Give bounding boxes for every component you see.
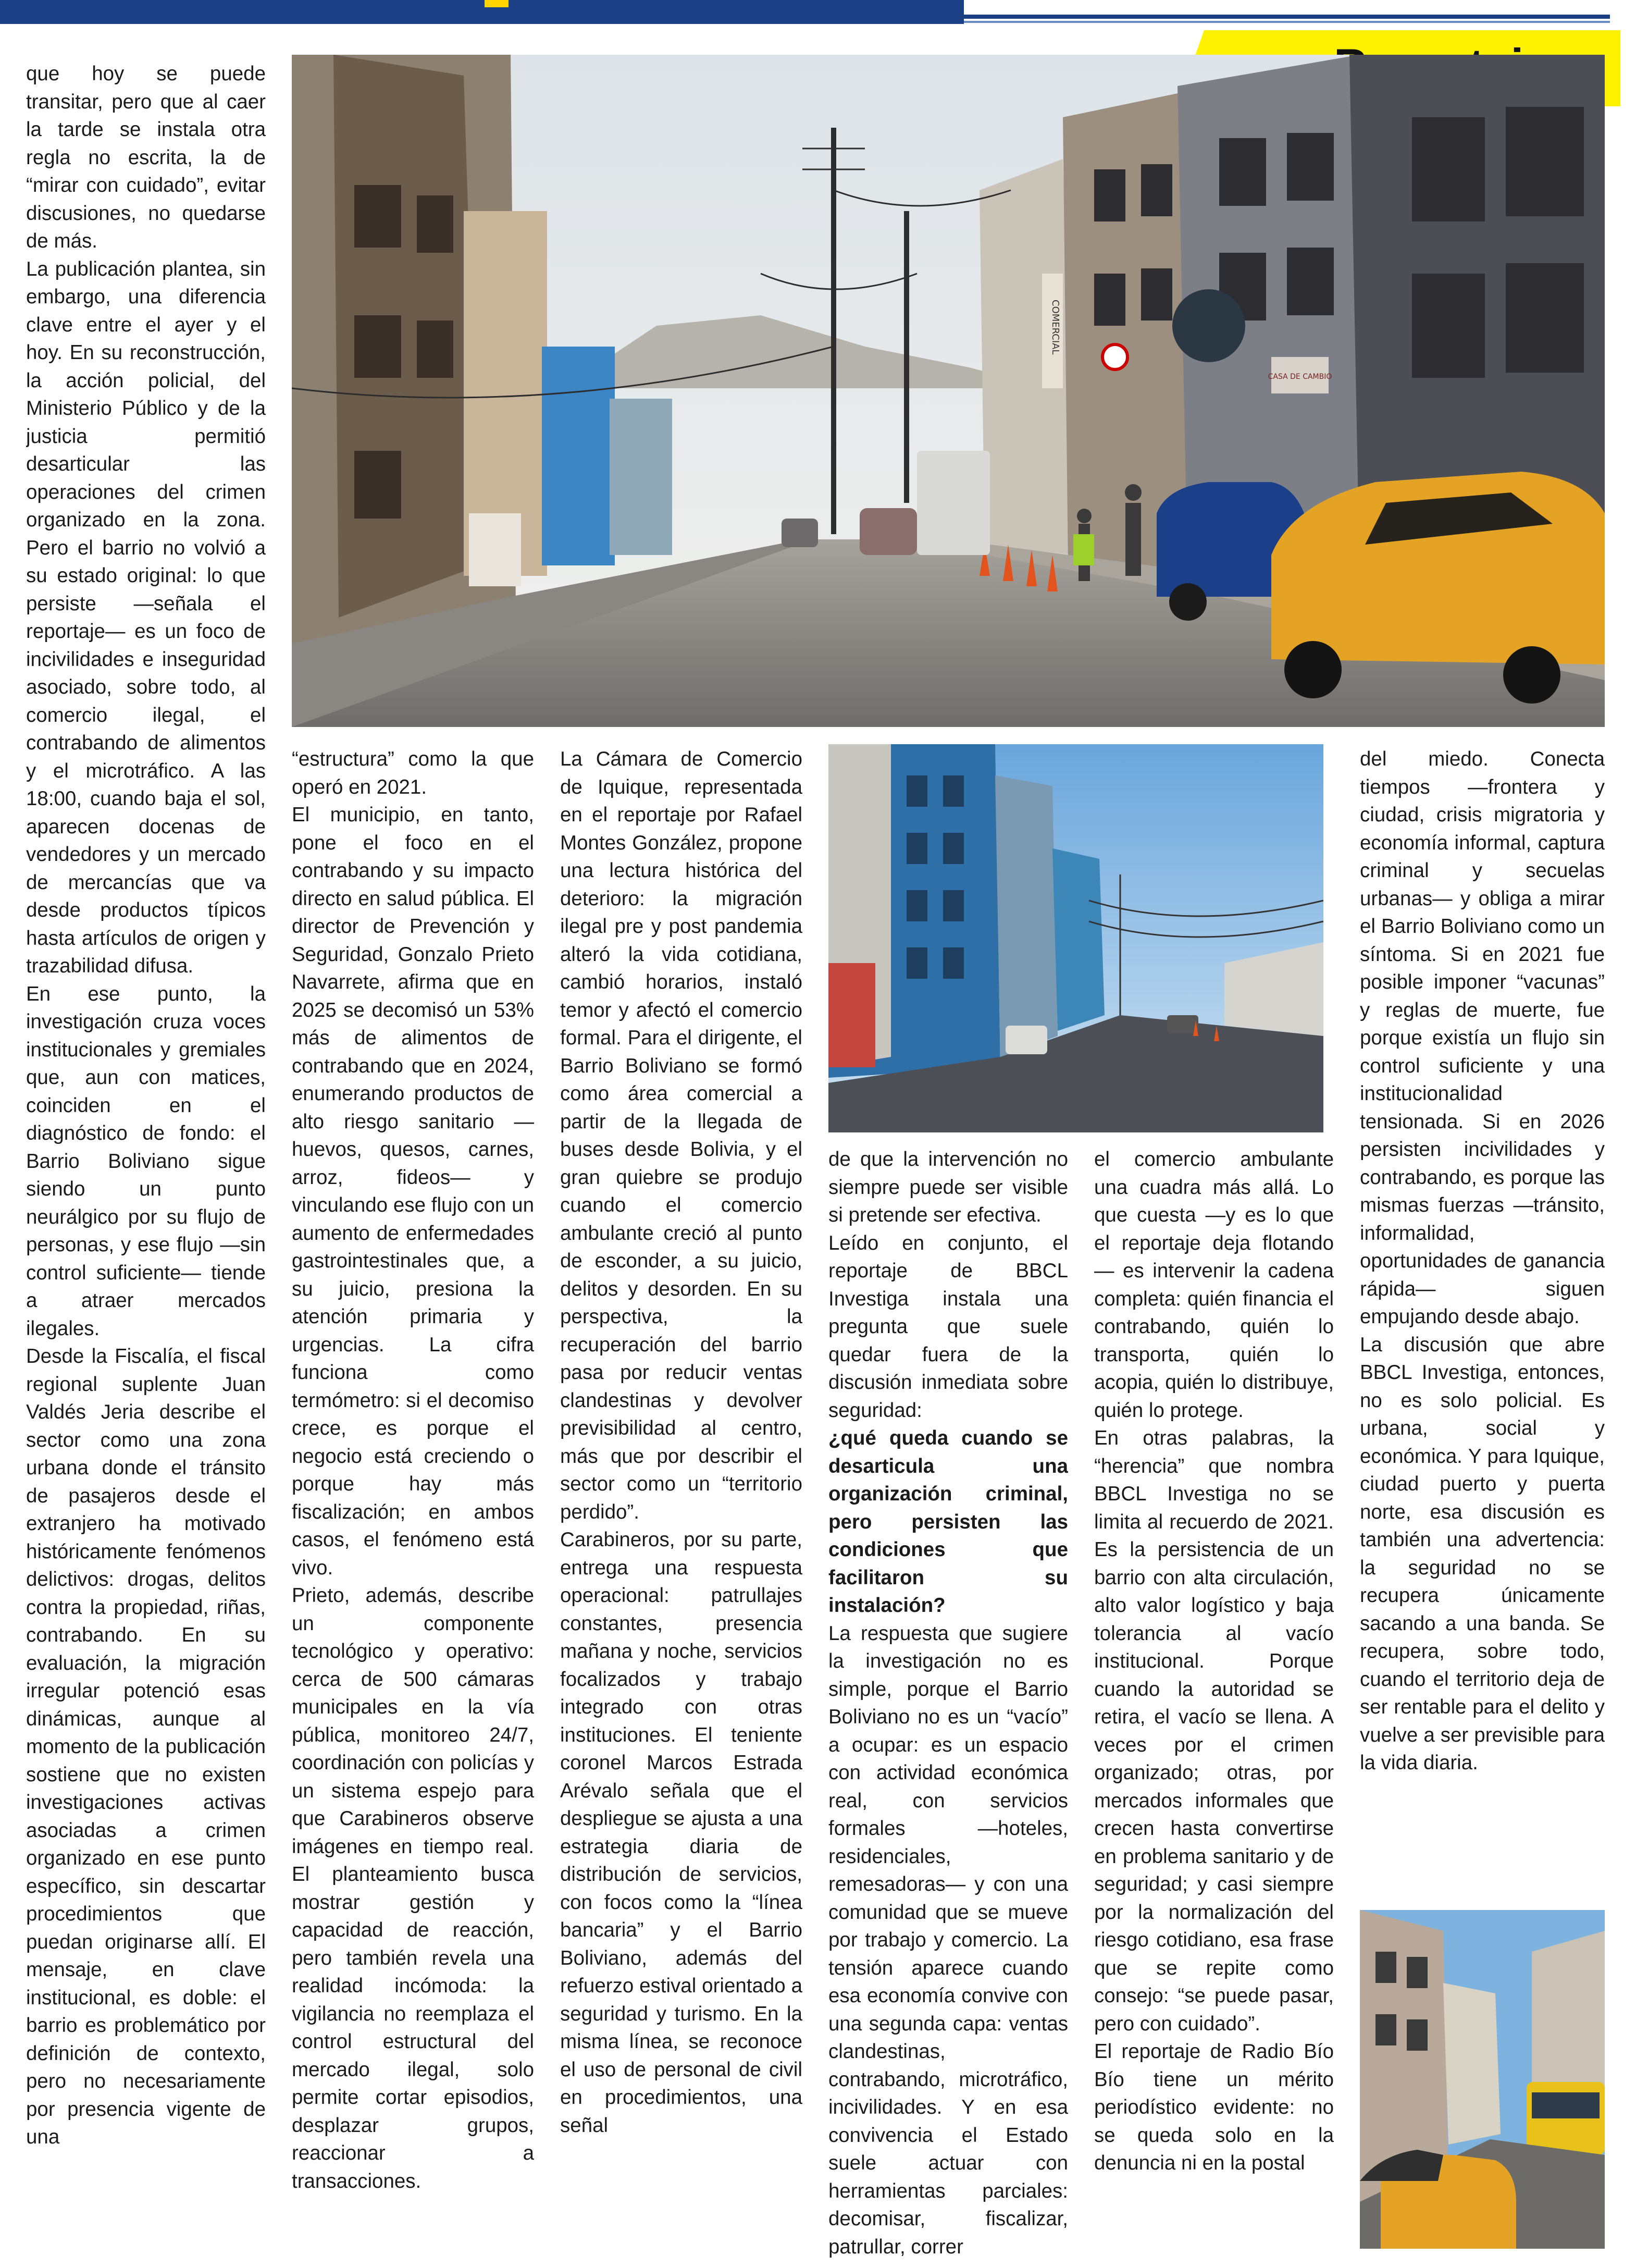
header-accent [485,0,509,7]
col1-para-3: En ese punto, la investigación cruza voces institucionales y gremiales que, aun con matices, coinciden en el diagnóstico de fondo: el Barrio Boliviano sigue siendo un punto neurálgico por su flujo de personas, y ese flujo —sin control suficiente— tiende a atraer mercados ilegales. [26,982,266,1340]
blue-building-photo [828,744,1323,1132]
col5-para-2: En otras palabras, la “herencia” que nombra BBCL Investiga no se limita al recuerdo de 2021. Es la persistencia de un barrio con alta circulación, alto valor logístico y baja tolerancia al vacío institucional. Porque cuando la autoridad se retira, el vacío se llena. A veces por el crimen organizado; otras, por mercados informales que crecen hasta convertirse en problema sanitario y de seguridad; y casi siempre por la normalización del riesgo cotidiano, esa frase que se repite como consejo: “se puede pasar, pero con cuidado”. [1094,1427,1334,2035]
article-column-5 [1094,1145,1334,2258]
header-rule-thin [964,21,1610,23]
col3-para-2: Carabineros, por su parte, entrega una respuesta operacional: patrullajes constantes, presencia mañana y noche, servicios focalizados y trabajo integrado con otras instituciones. El teniente coronel Marcos Estrada Arévalo señala que el despliegue se ajusta a una estrategia diaria de distribución de servicios, con focos como la “línea bancaria” y el Barrio Boliviano, además del refuerzo estival orientado a seguridad y turismo. En la misma línea, se reconoce el uso de personal de civil en procedimientos, una señal [560,1529,802,2137]
col4-key-question: ¿qué queda cuando se desarticula una organización criminal, pero persisten las condiciones que facilitaron su instalación? [828,1427,1068,1617]
article-column-1 [26,60,266,2257]
article-column-6 [1360,745,1605,1866]
bus-street-photo [1360,1910,1605,2249]
header-band [0,0,964,24]
header-rule [964,15,1610,19]
casa-de-cambio-sign: CASA DE CAMBIO [1268,373,1332,381]
col2-para-2: El municipio, en tanto, pone el foco en el contrabando y su impacto directo en salud pública. El director de Prevención y Seguridad, Gonzalo Prieto Navarrete, afirma que en 2025 se decomisó un 53% más de alimentos de contrabando que en 2024, enumerando productos de alto riesgo sanitario —huevos, quesos, carnes, arroz, fideos— y vinculando ese flujo con un aumento de enfermedades gastrointestinales que, a su juicio, presiona la atención primaria y urgencias. La cifra funciona como termómetro: si el decomiso crece, es porque el negocio está creciendo o porque hay más fiscalización; en ambos casos, el fenómeno está vivo. [292,804,534,1579]
col5-para-3: El reportaje de Radio Bío Bío tiene un mérito periodístico evidente: no se queda solo en la denuncia ni en la postal [1094,2040,1334,2174]
col4-para-2: Leído en conjunto, el reportaje de BBCL Investiga instala una pregunta que suele quedar fuera de la discusión inmediata sobre seguridad: [828,1231,1068,1422]
col1-para-4: Desde la Fiscalía, el fiscal regional suplente Juan Valdés Jeria describe el sector como una zona urbana donde el tránsito de pasajeros desde el extranjero ha motivado históricamente fenómenos delictivos: drogas, delitos contra la propiedad, riñas, contrabando. En su evaluación, la migración irregular potenció esas dinámicas, aunque al momento de la publicación sostiene que no existen investigaciones activas asociadas a crimen organizado en ese punto específico, sin descartar procedimientos que puedan originarse allí. El mensaje, en clave institucional, es doble: el barrio es problemático por definición de contexto, pero no necesariamente por presencia vigente de una [26,1345,266,2148]
col1-para-2: La publicación plantea, sin embargo, una diferencia clave entre el ayer y el hoy. En su reconstrucción, la acción policial, del Ministerio Público y de la justicia permitió desarticular las operaciones del crimen organizado en la zona. Pero el barrio no volvió a su estado original: lo que persiste —señala el reportaje— es un foco de incivilidades e inseguridad asociado, sobre todo, al comercio ilegal, el contrabando de alimentos y el microtráfico. A las 18:00, cuando baja el sol, aparecen docenas de vendedores y un mercado de mercancías que va desde productos típicos hasta artículos de origen y trazabilidad difusa. [26,257,266,977]
col3-para-1: La Cámara de Comercio de Iquique, representada en el reportaje por Rafael Montes González, propone una lectura histórica del deterioro: la migración ilegal pre y post pandemia alteró la vida cotidiana, cambió horarios, instaló temor y afectó el comercio formal. Para el dirigente, el Barrio Boliviano se formó como área comercial a partir de la llegada de buses desde Bolivia, y el gran quiebre se produjo cuando el comercio ambulante creció al punto de esconder, a su juicio, delitos y desorden. En su perspectiva, la recuperación del barrio pasa por reducir ventas clandestinas y devolver previsibilidad al centro, más que por describir el sector como un “territorio perdido”. [560,748,802,1523]
main-street-photo [292,55,1605,727]
comercial-sign: COMERCIAL [1050,300,1061,355]
col5-para-1: el comercio ambulante una cuadra más allá. Lo que cuesta —y es lo que el reportaje deja flotando— es intervenir la cadena completa: quién financia el contrabando, quién lo transporta, quién lo acopia, quién lo distribuye, quién lo protege. [1094,1148,1334,1422]
col4-para-3: La respuesta que sugiere la investigación no es simple, porque el Barrio Boliviano no es un “vacío” a ocupar: es un espacio con actividad económica real, con servicios formales —hoteles, residenciales, remesadoras— y con una comunidad que se mueve por trabajo y comercio. La tensión aparece cuando esa economía convive con una segunda capa: ventas clandestinas, contrabando, microtráfico, incivilidades. Y en esa convivencia el Estado suele actuar con herramientas parciales: decomisar, fiscalizar, patrullar, correr [828,1622,1068,2258]
col2-para-1: “estructura” como la que operó en 2021. [292,748,534,798]
article-column-2 [292,745,534,2257]
col2-para-3: Prieto, además, describe un componente tecnológico y operativo: cerca de 500 cámaras municipales en la vía pública, monitoreo 24/7, coordinación con policías y un sistema espejo para que Carabineros observe imágenes en tiempo real. El planteamiento busca mostrar gestión y capacidad de reacción, pero también revela una realidad incómoda: la vigilancia no reemplaza el control estructural del mercado ilegal, solo permite cortar episodios, desplazar grupos, reaccionar a transacciones. [292,1584,534,2192]
article-column-3 [560,745,802,2257]
col6-para-1: del miedo. Conecta tiempos —frontera y ciudad, crisis migratoria y economía informal, captura criminal y secuelas urbanas— y obliga a mirar el Barrio Boliviano como un síntoma. Si en 2021 fue posible imponer “vacunas” y reglas de muerte, fue porque existía un flujo sin control suficiente y una institucionalidad tensionada. Si en 2026 persisten incivilidades y contrabando, es porque las mismas fuerzas —tránsito, informalidad, oportunidades de ganancia rápida— siguen empujando desde abajo. [1360,748,1605,1328]
col1-para-1: que hoy se puede transitar, pero que al caer la tarde se instala otra regla no escrita, la de “mirar con cuidado”, evitar discusiones, no quedarse de más. [26,63,266,252]
article-column-4 [828,1145,1068,2258]
col6-para-2: La discusión que abre BBCL Investiga, entonces, no es solo policial. Es urbana, social y económica. Y para Iquique, ciudad puerto y puerta norte, esa discusión es también una advertencia: la seguridad no se recupera únicamente sacando a una banda. Se recupera, sobre todo, cuando el territorio deja de ser rentable para el delito y vuelve a ser previsible para la vida diaria. [1360,1333,1605,1774]
col4-para-1: de que la intervención no siempre puede ser visible si pretende ser efectiva. [828,1148,1068,1226]
